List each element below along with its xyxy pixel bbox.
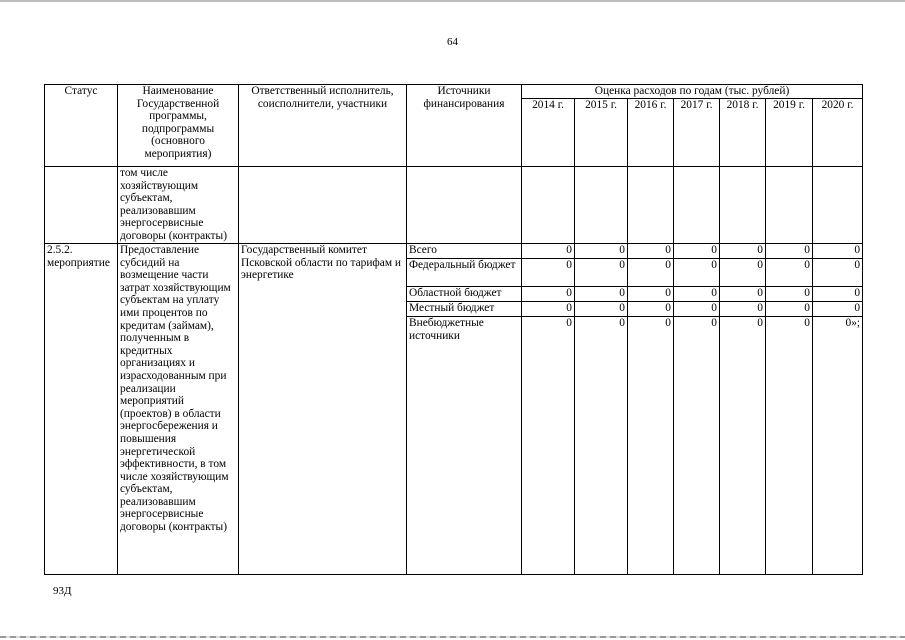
value-cell: 0 [766,287,813,302]
value-cell: 0 [720,317,766,575]
continued-name-cell: том числе хозяйствующим субъектам, реализовавшим энергосервисные договоры (контракты) [118,167,239,244]
value-cell: 0 [522,317,575,575]
scan-top-edge [0,0,905,2]
value-cell: 0 [575,302,628,317]
continued-row [45,167,863,244]
value-cell: 0 [813,259,863,287]
source-label: Местный бюджет [407,302,522,317]
value-cell: 0 [522,302,575,317]
value-cell: 0 [522,259,575,287]
page-number: 64 [447,36,458,48]
source-label: Федеральный бюджет [407,259,522,287]
value-cell: 0 [674,244,720,259]
continued-executor-cell [239,167,407,244]
value-cell: 0 [628,302,674,317]
header-name: Наименование Государственной программы, подпрограммы (основного мероприятия) [118,85,239,167]
item-executor: Государственный комитет Псковской области по тарифам и энергетике [239,244,407,575]
empty-cell [720,167,766,244]
value-cell: 0 [575,287,628,302]
empty-cell [674,167,720,244]
source-label: Областной бюджет [407,287,522,302]
value-cell: 0 [813,287,863,302]
value-cell: 0 [720,259,766,287]
header-year: 2019 г. [766,99,813,167]
header-year: 2015 г. [575,99,628,167]
value-cell: 0 [575,244,628,259]
item-status: 2.5.2. мероприятие [45,244,118,575]
expenditure-table [44,84,863,575]
header-status: Статус [45,85,118,167]
value-cell: 0 [628,317,674,575]
value-cell: 0 [628,287,674,302]
value-cell: 0»; [813,317,863,575]
value-cell: 0 [766,244,813,259]
value-cell: 0 [720,244,766,259]
value-cell: 0 [575,317,628,575]
continued-source-cell [407,167,522,244]
header-year: 2017 г. [674,99,720,167]
value-cell: 0 [766,302,813,317]
value-cell: 0 [720,302,766,317]
header-year: 2018 г. [720,99,766,167]
item-name: Предоставление субсидий на возмещение части затрат хозяйствующим субъектам на уплату ими процентов по кредитам (займам), полученным в кредитных организациях и израсходованным при реализации мероприятий (проектов) в области энергосбережения и повышения энергетической эффективности, в том числе хозяйствующим субъектам, реализовавшим энергосервисные договоры (контракты) [118,244,239,575]
header-sources: Источники финансирования [407,85,522,167]
header-year: 2016 г. [628,99,674,167]
empty-cell [766,167,813,244]
header-year: 2020 г. [813,99,863,167]
value-cell: 0 [575,259,628,287]
empty-cell [813,167,863,244]
empty-cell [628,167,674,244]
value-cell: 0 [720,287,766,302]
value-cell: 0 [766,317,813,575]
table-row [45,244,863,259]
value-cell: 0 [813,302,863,317]
header-estimate: Оценка расходов по годам (тыс. рублей) [522,85,863,99]
value-cell: 0 [674,259,720,287]
header-executor: Ответственный исполнитель, соисполнители, участники [239,85,407,167]
value-cell: 0 [674,302,720,317]
header-year: 2014 г. [522,99,575,167]
value-cell: 0 [674,317,720,575]
empty-cell [522,167,575,244]
value-cell: 0 [628,259,674,287]
value-cell: 0 [813,244,863,259]
scan-bottom-edge [0,636,905,638]
empty-cell [575,167,628,244]
value-cell: 0 [628,244,674,259]
source-label: Всего [407,244,522,259]
source-label: Внебюджетные источники [407,317,522,575]
value-cell: 0 [522,287,575,302]
value-cell: 0 [674,287,720,302]
document-code: 93Д [53,585,72,597]
value-cell: 0 [766,259,813,287]
value-cell: 0 [522,244,575,259]
continued-status-cell [45,167,118,244]
